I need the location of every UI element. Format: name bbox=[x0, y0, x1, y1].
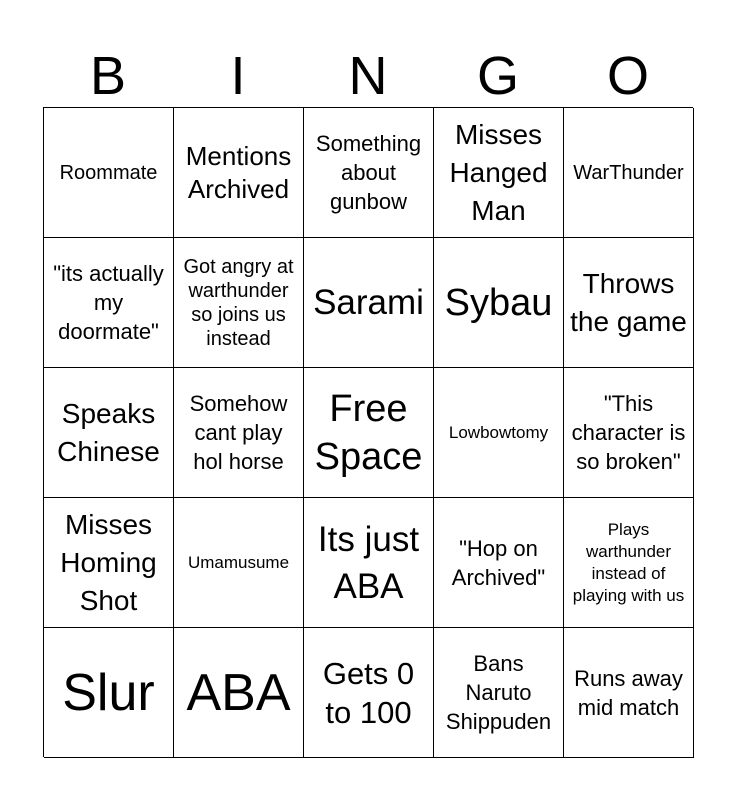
bingo-cell-text: Something about gunbow bbox=[315, 131, 422, 214]
bingo-cell-text: Umamusume bbox=[187, 552, 290, 572]
bingo-cell[interactable] bbox=[44, 628, 174, 758]
bingo-cell[interactable] bbox=[174, 238, 304, 368]
bingo-cell-text: WarThunder bbox=[573, 161, 684, 184]
bingo-cell[interactable] bbox=[564, 108, 694, 238]
bingo-cell[interactable] bbox=[564, 368, 694, 498]
bingo-cell-text: "Hop on Archived" bbox=[451, 535, 546, 590]
bingo-card-grid bbox=[43, 107, 693, 757]
bingo-cell-text: Sarami bbox=[313, 283, 424, 322]
header-letter-n: N bbox=[348, 46, 388, 106]
bingo-cell[interactable] bbox=[304, 628, 434, 758]
header-letter-i: I bbox=[230, 46, 246, 106]
bingo-cell-text: Mentions Archived bbox=[185, 140, 292, 204]
bingo-cell-text: Got angry at warthunder so joins us instead bbox=[183, 255, 294, 350]
header-letter-g: G bbox=[476, 46, 519, 106]
bingo-cell[interactable] bbox=[174, 628, 304, 758]
bingo-cell[interactable] bbox=[44, 108, 174, 238]
header-letter-b: B bbox=[89, 46, 127, 106]
bingo-cell[interactable] bbox=[44, 498, 174, 628]
bingo-cell[interactable] bbox=[434, 498, 564, 628]
bingo-cell[interactable] bbox=[44, 368, 174, 498]
bingo-cell-text: Lowbowtomy bbox=[448, 422, 549, 442]
bingo-cell[interactable] bbox=[304, 238, 434, 368]
bingo-cell-text: Roommate bbox=[59, 161, 158, 184]
bingo-cell-text: Misses Homing Shot bbox=[60, 508, 157, 616]
bingo-cell[interactable] bbox=[304, 108, 434, 238]
bingo-cell[interactable] bbox=[564, 628, 694, 758]
bingo-cell[interactable] bbox=[564, 498, 694, 628]
bingo-cell-text: "This character is so broken" bbox=[571, 391, 686, 474]
bingo-cell-text: Sybau bbox=[444, 281, 553, 324]
bingo-cell-text: Misses Hanged Man bbox=[449, 118, 548, 226]
header-letter-o: O bbox=[606, 46, 649, 106]
bingo-cell-text: Somehow cant play hol horse bbox=[189, 391, 288, 474]
bingo-cell[interactable] bbox=[304, 368, 434, 498]
bingo-cell[interactable] bbox=[434, 238, 564, 368]
bingo-cell-text: Bans Naruto Shippuden bbox=[445, 651, 552, 734]
bingo-cell[interactable] bbox=[564, 238, 694, 368]
bingo-cell-text: Gets 0 to 100 bbox=[322, 655, 415, 730]
bingo-cell[interactable] bbox=[174, 498, 304, 628]
bingo-cell-text: Slur bbox=[62, 663, 155, 722]
bingo-cell-text: Free Space bbox=[314, 387, 423, 478]
bingo-cell-text: Speaks Chinese bbox=[57, 397, 160, 467]
bingo-cell-text: Runs away mid match bbox=[574, 665, 683, 720]
bingo-cell[interactable] bbox=[434, 628, 564, 758]
bingo-cell[interactable] bbox=[174, 108, 304, 238]
bingo-cell-text: Plays warthunder instead of playing with us bbox=[572, 519, 685, 605]
bingo-cell-text: ABA bbox=[186, 663, 291, 722]
bingo-header bbox=[43, 44, 693, 108]
bingo-cell-text: Throws the game bbox=[570, 267, 687, 337]
bingo-cell[interactable] bbox=[434, 108, 564, 238]
bingo-cell-text: Its just ABA bbox=[317, 519, 420, 606]
bingo-cell[interactable] bbox=[434, 368, 564, 498]
bingo-cell[interactable] bbox=[304, 498, 434, 628]
bingo-cell-text: "its actually my doormate" bbox=[53, 261, 164, 344]
bingo-cell[interactable] bbox=[174, 368, 304, 498]
bingo-cell[interactable] bbox=[44, 238, 174, 368]
